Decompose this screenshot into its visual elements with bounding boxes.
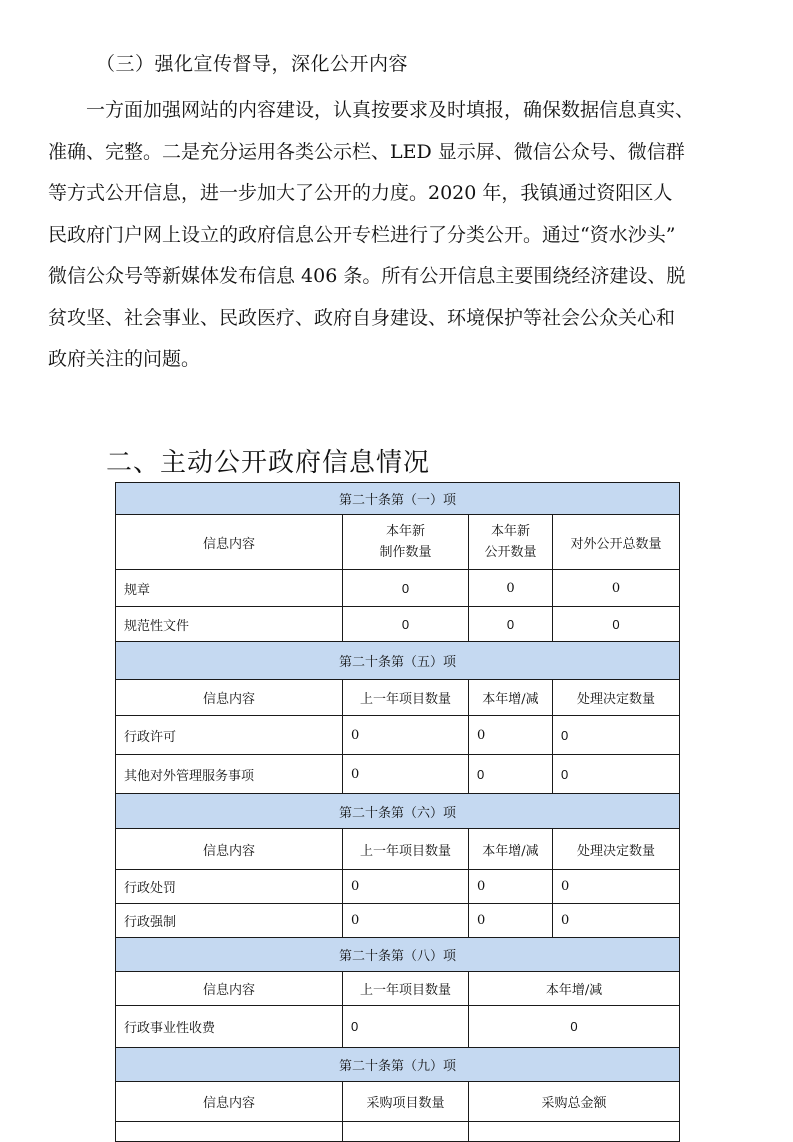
paragraph-line: 民政府门户网上设立的政府信息公开专栏进行了分类公开。通过“资水沙头” [48,223,676,246]
header-cell: 信息内容 [116,829,343,870]
value-cell: 0 [469,870,553,904]
paragraph-line: 贫攻坚、社会事业、民政医疗、政府自身建设、环境保护等社会公众关心和 [48,306,676,329]
table-header-row [116,1082,680,1122]
empty-cell [116,1122,343,1142]
paragraph-line: 政府关注的问题。 [48,348,201,370]
section-title: 第二十条第（五）项 [116,642,680,680]
disclosure-table [115,482,680,1142]
value-cell: 0 [469,570,553,607]
row-label: 规范性文件 [116,607,343,642]
value-cell: 0 [343,1006,469,1048]
value-cell: 0 [469,716,553,755]
section-heading-3: （三）强化宣传督导，深化公开内容 [96,53,409,75]
header-cell: 本年增/减 [469,680,553,716]
table-row [116,716,680,755]
header-cell: 上一年项目数量 [343,829,469,870]
header-cell: 信息内容 [116,1082,343,1122]
value-cell: 0 [343,755,469,794]
value-cell: 0 [469,607,553,642]
section-title: 第二十条第（六）项 [116,794,680,829]
value-cell: 0 [553,570,680,607]
table-header-row [116,972,680,1006]
section-title: 第二十条第（八）项 [116,938,680,972]
table-row [116,755,680,794]
header-cell: 采购总金额 [469,1082,680,1122]
row-label: 规章 [116,570,343,607]
section-title: 第二十条第（九）项 [116,1048,680,1082]
value-cell: 0 [553,607,680,642]
value-cell: 0 [553,904,680,938]
row-label: 行政处罚 [116,870,343,904]
paragraph-line: 微信公众号等新媒体发布信息 406 条。所有公开信息主要围绕经济建设、脱 [48,265,686,287]
header-cell: 采购项目数量 [343,1082,469,1122]
table-section-header [116,794,680,829]
paragraph-line: 等方式公开信息，进一步加大了公开的力度。2020 年，我镇通过资阳区人 [48,182,673,204]
row-label: 其他对外管理服务事项 [116,755,343,794]
header-cell: 对外公开总数量 [553,515,680,570]
header-cell: 本年新 公开数量 [469,515,553,570]
value-cell: 0 [469,904,553,938]
header-cell: 信息内容 [116,515,343,570]
table-row [116,1122,680,1142]
table-section-header [116,1048,680,1082]
header-cell: 本年增/减 [469,972,680,1006]
table-section-header [116,642,680,680]
value-cell: 0 [553,716,680,755]
section-title: 第二十条第（一）项 [116,483,680,515]
value-cell: 0 [343,570,469,607]
value-cell: 0 [343,904,469,938]
table-row [116,1006,680,1048]
header-cell: 本年新 制作数量 [343,515,469,570]
table-row [116,607,680,642]
value-cell: 0 [469,1006,680,1048]
header-cell: 处理决定数量 [553,829,680,870]
header-cell: 处理决定数量 [553,680,680,716]
table-row [116,870,680,904]
header-cell: 信息内容 [116,972,343,1006]
value-cell: 0 [343,870,469,904]
row-label: 行政强制 [116,904,343,938]
value-cell: 0 [469,755,553,794]
value-cell: 0 [553,870,680,904]
empty-cell [343,1122,469,1142]
body-paragraph [48,90,754,381]
table-section-header [116,938,680,972]
header-cell: 信息内容 [116,680,343,716]
paragraph-line: 一方面加强网站的内容建设，认真按要求及时填报，确保数据信息真实、 [86,99,695,121]
value-cell: 0 [343,607,469,642]
value-cell: 0 [343,716,469,755]
header-cell: 上一年项目数量 [343,972,469,1006]
table-row [116,904,680,938]
table-header-row [116,680,680,716]
section-heading-2: 二、主动公开政府信息情况 [106,448,431,478]
table-header-row [116,515,680,570]
table-row [116,570,680,607]
header-cell: 本年增/减 [469,829,553,870]
table-section-header [116,483,680,515]
header-cell: 上一年项目数量 [343,680,469,716]
paragraph-line: 准确、完整。二是充分运用各类公示栏、LED 显示屏、微信公众号、微信群 [48,140,685,163]
empty-cell [469,1122,680,1142]
value-cell: 0 [553,755,680,794]
row-label: 行政事业性收费 [116,1006,343,1048]
row-label: 行政许可 [116,716,343,755]
table-header-row [116,829,680,870]
